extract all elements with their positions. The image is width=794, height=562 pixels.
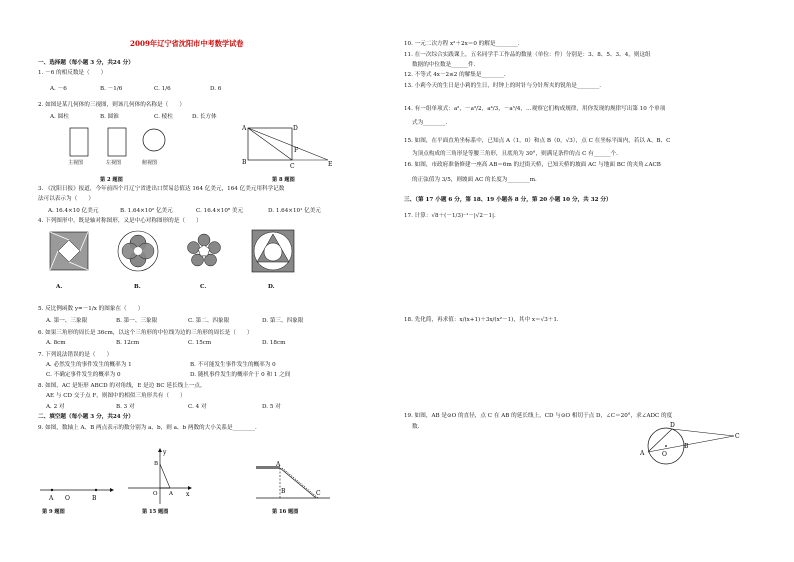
q8-text-line2: AE 与 CD 交于点 F，则图中的相似三角形共有（ ） (46, 393, 186, 399)
rectangle-figure-q8 (236, 122, 336, 168)
figure-2-caption: 第 2 题图 (100, 177, 123, 183)
label-b: B (92, 495, 97, 502)
figure-15-caption: 第 15 题图 (142, 509, 169, 515)
q1-option-a: A. －6 (50, 86, 67, 92)
label-x: x (186, 491, 190, 498)
q8-option-b: B. 3 对 (116, 404, 135, 410)
q12-text: 12. 不等式 4x－2≤2 的解集是________. (404, 72, 506, 78)
q8-option-c: C. 4 对 (188, 404, 207, 410)
q3-option-a: A. 16.4×10 亿美元 (48, 208, 99, 214)
q4-text: 4. 下列图形中，既是轴对称图形，又是中心对称图形的是（ ） (38, 218, 202, 224)
q19-text-line1: 19. 如图，AB 是⊙O 的直径，点 C 在 AB 的延长线上，CD 与⊙O 相切于点 D，∠C＝20°，求∠ADC 的度 (404, 413, 673, 419)
label-o: O (153, 491, 158, 497)
q2-option-d: D. 长方体 (192, 114, 217, 120)
label-d: D (670, 422, 675, 429)
q14-text-line1: 14. 有一组单项式：a²，－a³/2，a⁴/3，－a⁵/4，…观察它们构成规律，用你发现的规律写出第 10 个单项 (404, 106, 666, 112)
q8-option-a: A. 2 对 (46, 404, 65, 410)
q9-text: 9. 如图，数轴上 A、B 两点表示的数分别为 a、b，则 a、b 两数的大小关系是________. (38, 425, 257, 431)
q7-option-b: B. 不可能发生事件发生的概率为 0 (190, 362, 276, 368)
q3-text-line1: 3. 《沈阳日报》报道，今年前四个月辽宁省进出口贸易总值达 164 亿美元，164 亿美元用科学记数 (38, 186, 285, 192)
q7-text: 7. 下列说法错误的是（ ） (38, 352, 113, 358)
q1-text: 1. －6 的相反数是（ ） (38, 70, 107, 76)
coordinate-figure (124, 446, 192, 506)
q10-text: 10. 一元二次方程 x²＋2x＝0 的解是________. (404, 41, 520, 47)
figure-8-caption: 第 8 题图 (272, 177, 295, 183)
q14-text-line2: 式为________. (412, 120, 448, 126)
label-f: F (294, 147, 299, 154)
q3-option-b: B. 1.64×10² 亿美元 (120, 208, 173, 214)
label-b: B (154, 461, 159, 467)
top-view-label: 俯视图 (142, 160, 158, 166)
figure-b (118, 231, 158, 271)
q17-text: 17. 计算：√8＋(－1/3)⁻¹－|√2－1|. (404, 213, 496, 219)
page-title: 2009年辽宁省沈阳市中考数学试卷 (130, 39, 244, 48)
q2-text: 2. 如图是某几何体的三视图，则该几何体的名称是（ ） (38, 102, 185, 108)
q18-text: 18. 先化简，再求值：x/(x+1)＋3x/(x²－1)，其中 x＝√3＋1. (404, 317, 559, 323)
q1-option-b: B. －1/6 (100, 86, 123, 92)
q5-option-a: A. 第一、三象限 (46, 318, 88, 324)
q4-option-c: C. (200, 284, 207, 290)
q4-option-b: B. (134, 284, 141, 290)
label-a: A (169, 491, 173, 497)
front-view-label: 主视图 (68, 160, 84, 166)
bridge-figure (254, 460, 334, 504)
q6-option-c: C. 15cm (188, 340, 212, 346)
q11-text-line1: 11. 在一次综合实践课上，五名同学手工作品的数量（单位：件）分别是：3、8、5、3、4，则这组 (404, 52, 651, 58)
label-o: O (662, 451, 667, 458)
q1-option-c: C. 1/6 (154, 86, 171, 92)
label-c: C (316, 490, 321, 497)
label-a: A (242, 125, 247, 132)
figure-d (252, 230, 294, 272)
label-b: B (281, 488, 286, 495)
label-o: O (65, 495, 70, 502)
q3-text-line2: 法可以表示为（ ） (38, 196, 94, 202)
three-views-figure (66, 126, 186, 166)
q19-text-line2: 数. (412, 424, 420, 430)
q7-option-c: C. 不确定事件发生的概率为 0 (46, 372, 121, 378)
circle-tangent-figure (632, 422, 744, 472)
section-2-heading: 二、填空题（每小题 3 分，共24 分） (38, 414, 134, 420)
q6-option-b: B. 12cm (116, 340, 140, 346)
section-1-heading: 一、选择题（每小题 3 分，共24 分） (38, 60, 134, 66)
q5-option-d: D. 第三、四象限 (262, 318, 304, 324)
q6-option-d: D. 18cm (262, 340, 286, 346)
label-y: y (163, 449, 167, 456)
side-view-label: 左视图 (106, 160, 122, 166)
q5-text: 5. 反比例函数 y=－1/x 的图象在（ ） (38, 306, 144, 312)
figure-c (188, 234, 221, 266)
q4-figures (46, 228, 306, 276)
label-a: A (640, 450, 645, 457)
q16-text-line1: 16. 如图，市政府准备修建一座高 AB＝6m 的过街天桥，已知天桥的坡面 AC 与地面 BC 的夹角∠ACB (404, 162, 661, 168)
label-b: B (684, 443, 689, 450)
q15-text-line1: 15. 如图，在平面直角坐标系中，已知点 A（1，0）和点 B（0，√3），点 C 在坐标平面内，若以 A、B、C (404, 138, 671, 144)
q13-text: 13. 小莉今天的生日是小莉的生日，时钟上的时针与分针所夹的锐角是________. (404, 83, 602, 89)
q7-option-d: D. 随机事件发生的概率介于 0 和 1 之间 (190, 372, 291, 378)
label-a: A (276, 461, 281, 468)
q11-text-line2: 数据的中位数是______件. (412, 62, 476, 68)
label-a: A (49, 495, 54, 502)
label-b: B (242, 159, 247, 166)
label-d: D (293, 125, 298, 132)
q2-option-b: B. 圆锥 (100, 114, 119, 120)
section-3-heading: 三、（第 17 小题 6 分，第 18、19 小题各 8 分，第 20 小题 10 分，共 32 分） (404, 197, 612, 203)
q3-option-c: C. 16.4×10⁸ 美元 (196, 208, 244, 214)
q6-text: 6. 如果三角形的周长是 36cm，以这个三角形的中位线为边的三角形的周长是（ ） (38, 330, 253, 336)
q15-text-line2: 为顶点构成的三角形是等腰三角形，且底角为 30°，则满足条件的点 C 有______个. (412, 151, 618, 157)
q1-option-d: D. 6 (210, 86, 222, 92)
q5-option-c: C. 第二、四象限 (188, 318, 230, 324)
figure-a (50, 232, 88, 270)
q4-option-a: A. (56, 284, 63, 290)
label-c: C (290, 163, 295, 168)
q4-option-d: D. (268, 284, 275, 290)
number-line-figure (38, 478, 114, 504)
figure-16-caption: 第 16 题图 (272, 509, 299, 515)
q8-text-line1: 8. 如图，AC 是矩形 ABCD 的对角线，E 是边 BC 延长线上一点， (38, 383, 206, 389)
label-e: E (328, 161, 333, 168)
q5-option-b: B. 第一、三象限 (116, 318, 158, 324)
q16-text-line2: 的正弦值为 3/5，则坡面 AC 的长度为________m. (412, 177, 537, 183)
label-c: C (735, 433, 740, 440)
figure-9-caption: 第 9 题图 (42, 509, 65, 515)
q6-option-a: A. 8cm (46, 340, 66, 346)
q2-option-c: C. 棱柱 (154, 114, 173, 120)
q2-option-a: A. 圆柱 (50, 114, 69, 120)
q8-option-d: D. 5 对 (262, 404, 281, 410)
q7-option-a: A. 必然发生的事件发生的概率为 1 (46, 362, 132, 368)
q3-option-d: D. 1.64×10¹ 亿美元 (268, 208, 321, 214)
